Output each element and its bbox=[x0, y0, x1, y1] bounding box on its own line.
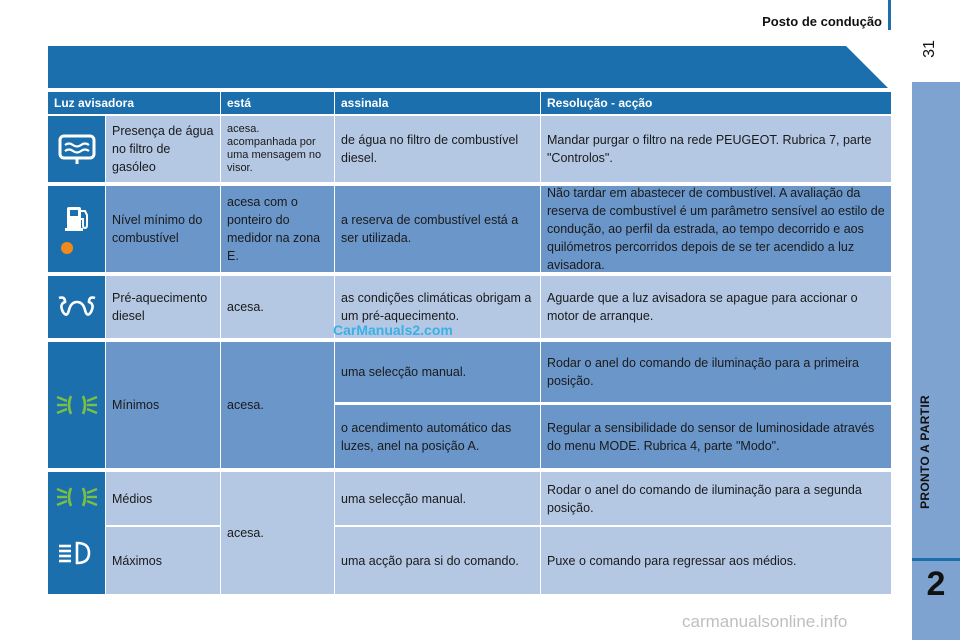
dipped-beam-icon bbox=[55, 484, 99, 510]
sidelights-icon bbox=[55, 392, 99, 418]
row3-name: Pré-aquecimento diesel bbox=[106, 276, 220, 338]
row2-action: Não tardar em abastecer de combustível. A avaliação da reserva de combustível é um parâmetro sensível ao estilo de condução, ao perfil da estrada, ao tempo decorrido e aos quilómetros percorridos depois de se ter acendido a luz avisadora. bbox=[541, 186, 891, 272]
row5-name: Médios bbox=[106, 472, 220, 525]
icon-cell-glow-plug bbox=[48, 276, 105, 338]
column-header-state: está bbox=[221, 92, 334, 114]
column-header-warning-light: Luz avisadora bbox=[48, 92, 220, 114]
row1-signal: de água no filtro de combustível diesel. bbox=[335, 116, 540, 182]
chapter-number: 2 bbox=[926, 565, 946, 603]
watermark-inline: CarManuals2.com bbox=[333, 322, 453, 338]
icon-cell-fuel-level bbox=[48, 186, 105, 272]
column-header-action: Resolução - acção bbox=[541, 92, 891, 114]
header-rule bbox=[888, 0, 891, 30]
icon-cell-sidelights bbox=[48, 342, 105, 468]
row5-state: acesa. bbox=[221, 472, 334, 594]
row4b-signal: o acendimento automático das luzes, anel na posição A. bbox=[335, 405, 540, 468]
row1-action: Mandar purgar o filtro na rede PEUGEOT. Rubrica 7, parte "Controlos". bbox=[541, 116, 891, 182]
chapter-label: PRONTO A PARTIR bbox=[918, 395, 932, 509]
row6-signal: uma acção para si do comando. bbox=[335, 527, 540, 594]
row4-name: Mínimos bbox=[106, 342, 220, 468]
row2-state: acesa com o ponteiro do medidor na zona E. bbox=[221, 186, 334, 272]
title-banner bbox=[48, 46, 888, 88]
row4-state: acesa. bbox=[221, 342, 334, 468]
row4b-action: Regular a sensibilidade do sensor de luminosidade através do menu MODE. Rubrica 4, parte "Modo". bbox=[541, 405, 891, 468]
fuel-pump-icon bbox=[57, 201, 97, 257]
main-beam-icon bbox=[55, 540, 99, 566]
row5-signal: uma selecção manual. bbox=[335, 472, 540, 525]
row6-name: Máximos bbox=[106, 527, 220, 594]
row5-action: Rodar o anel do comando de iluminação para a segunda posição. bbox=[541, 472, 891, 525]
sidebar-rule bbox=[912, 558, 960, 561]
glow-plug-icon bbox=[55, 294, 99, 320]
fuel-low-indicator-dot bbox=[61, 242, 73, 254]
page-number: 31 bbox=[921, 40, 938, 58]
icon-cell-water-in-fuel bbox=[48, 116, 105, 182]
row1-state: acesa. acompanhada por uma mensagem no visor. bbox=[221, 116, 334, 182]
row4a-action: Rodar o anel do comando de iluminação para a primeira posição. bbox=[541, 342, 891, 402]
row3-state: acesa. bbox=[221, 276, 334, 338]
row4a-signal: uma selecção manual. bbox=[335, 342, 540, 402]
water-in-fuel-icon bbox=[57, 133, 97, 165]
row3-action: Aguarde que a luz avisadora se apague para accionar o motor de arranque. bbox=[541, 276, 891, 338]
row3-signal: as condições climáticas obrigam a um pré-aquecimento. bbox=[335, 276, 540, 338]
watermark-footer: carmanualsonline.info bbox=[682, 612, 848, 631]
row1-name: Presença de água no filtro de gasóleo bbox=[106, 116, 220, 182]
row2-name: Nível mínimo do combustível bbox=[106, 186, 220, 272]
icon-cell-headlamps bbox=[48, 472, 105, 594]
column-header-signal: assinala bbox=[335, 92, 540, 114]
section-title: Posto de condução bbox=[762, 14, 882, 29]
row6-action: Puxe o comando para regressar aos médios. bbox=[541, 527, 891, 594]
row2-signal: a reserva de combustível está a ser utilizada. bbox=[335, 186, 540, 272]
